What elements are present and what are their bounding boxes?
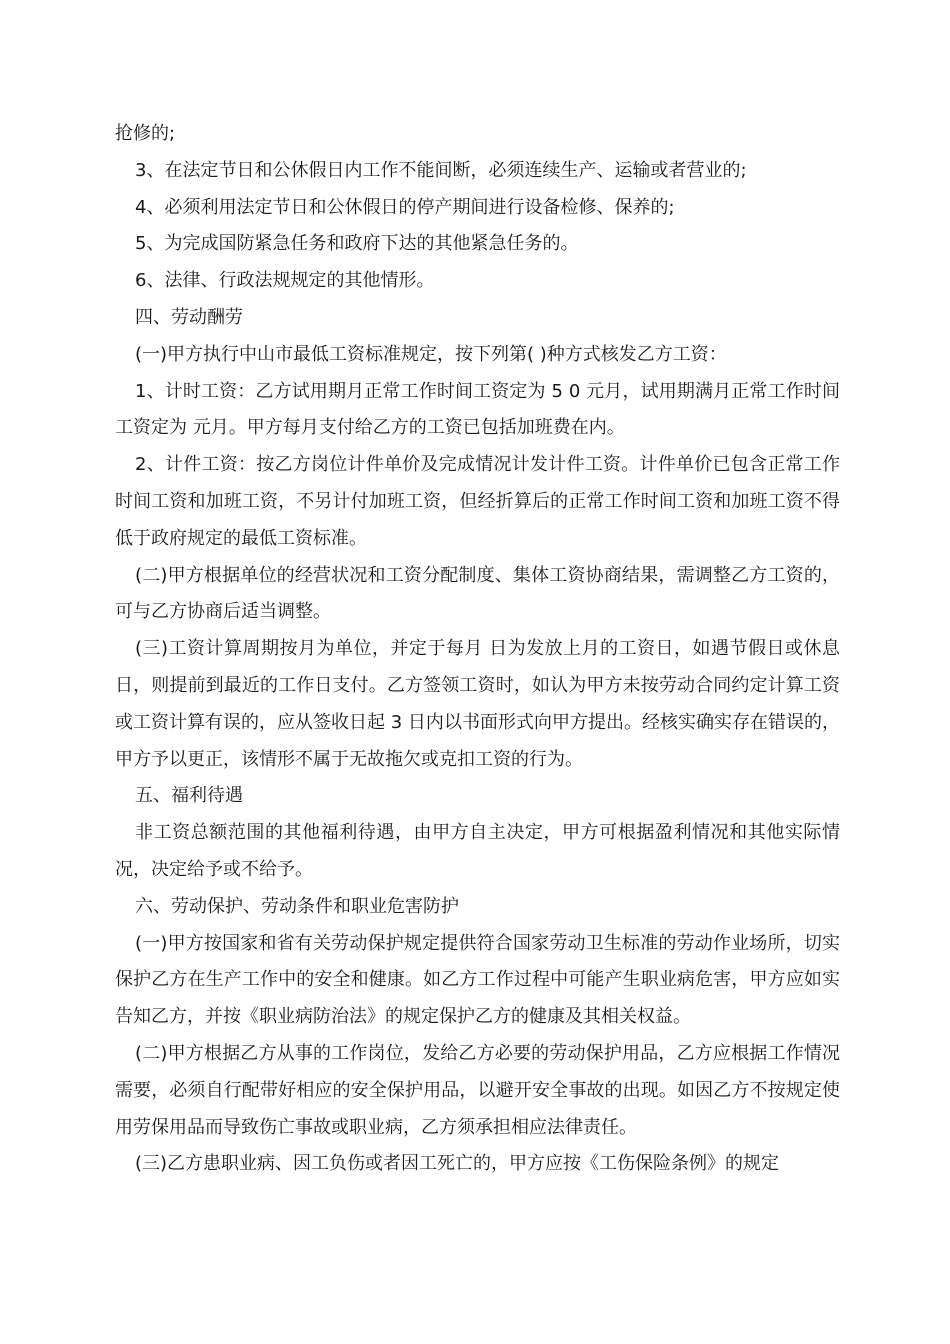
paragraph-time-wage: 1、计时工资：乙方试用期月正常工作时间工资定为 5 0 元月，试用期满月正常工作时间工资定为 元月。甲方每月支付给乙方的工资已包括加班费在内。 (115, 380, 840, 439)
section-heading-6: 六、劳动保护、劳动条件和职业危害防护 (135, 895, 459, 917)
paragraph-item-4: 4、必须利用法定节日和公休假日的停产期间进行设备检修、保养的; (135, 196, 675, 218)
section-heading-5: 五、福利待遇 (135, 785, 243, 807)
paragraph-continuation: 抢修的; (115, 123, 176, 144)
section-heading-4: 四、劳动酬劳 (135, 306, 243, 328)
paragraph-piece-wage: 2、计件工资：按乙方岗位计件单价及完成情况计发计件工资。计件单价已包含正常工作时间工资和加班工资，不另计付加班工资，但经折算后的正常工作时间工资和加班工资不得低于政府规定的最低工资标准。 (115, 454, 840, 549)
paragraph-protection-2: (二)甲方根据乙方从事的工作岗位，发给乙方必要的劳动保护用品，乙方应根据工作情况需要，必须自行配带好相应的安全保护用品，以避开安全事故的出现。如因乙方不按规定使用劳保用品而导致伤亡事故或职业病，乙方须承担相应法律责任。 (115, 1042, 840, 1138)
paragraph-wage-2: (二)甲方根据单位的经营状况和工资分配制度、集体工资协商结果，需调整乙方工资的，可与乙方协商后适当调整。 (115, 564, 840, 623)
paragraph-protection-3: (三)乙方患职业病、因工负伤或者因工死亡的，甲方应按《工伤保险条例》的规定 (135, 1153, 780, 1175)
paragraph-welfare: 非工资总额范围的其他福利待遇，由甲方自主决定，甲方可根据盈利情况和其他实际情况，决定给予或不给予。 (115, 822, 840, 880)
document-body (115, 116, 840, 1183)
paragraph-wage-1: (一)甲方执行中山市最低工资标准规定，按下列第( )种方式核发乙方工资： (135, 343, 727, 365)
paragraph-item-5: 5、为完成国防紧急任务和政府下达的其他紧急任务的。 (135, 233, 579, 255)
paragraph-protection-1: (一)甲方按国家和省有关劳动保护规定提供符合国家劳动卫生标准的劳动作业场所，切实保护乙方在生产工作中的安全和健康。如乙方工作过程中可能产生职业病危害，甲方应如实告知乙方，并按《职业病防治法》的规定保护乙方的健康及其相关权益。 (115, 932, 840, 1028)
paragraph-item-6: 6、法律、行政法规规定的其他情形。 (135, 270, 435, 292)
paragraph-wage-3: (三)工资计算周期按月为单位，并定于每月 日为发放上月的工资日，如遇节假日或休息日，则提前到最近的工作日支付。乙方签领工资时，如认为甲方未按劳动合同约定计算工资或工资计算有误的，应从签收日起 3 日内以书面形式向甲方提出。经核实确实存在错误的，甲方予以更正，该情形不属于无故拖欠或克扣工资的行为。 (115, 638, 840, 770)
paragraph-item-3: 3、在法定节日和公休假日内工作不能间断，必须连续生产、运输或者营业的; (135, 159, 747, 181)
